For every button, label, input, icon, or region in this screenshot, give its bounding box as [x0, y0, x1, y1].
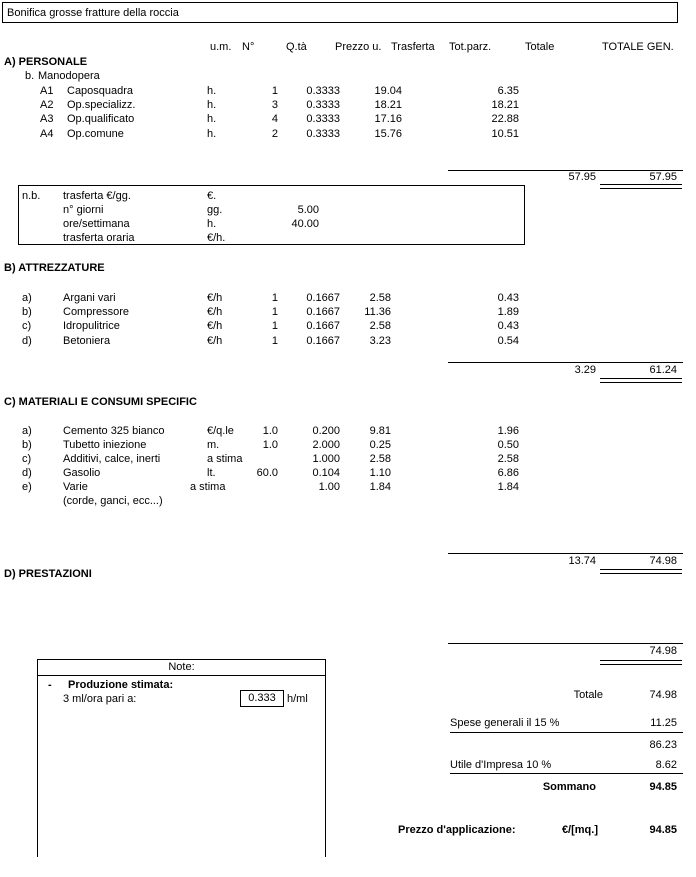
cell-qta: 0.1667 [306, 292, 340, 304]
nb-box [18, 185, 525, 245]
cell-qta: 0.3333 [306, 85, 340, 97]
section-a-header: A) PERSONALE [4, 56, 88, 68]
double-rule [600, 184, 682, 189]
summary-subtotal-row [0, 739, 696, 753]
cell-code: c) [22, 320, 32, 332]
column-header-row [0, 41, 696, 55]
section-c-totale-gen: 74.98 [649, 555, 677, 567]
nb-label: n.b. [22, 190, 41, 202]
summary-totale-row [0, 689, 696, 703]
table-row [0, 113, 696, 127]
cell-um: h. [207, 85, 217, 97]
cell-name: Op.specializz. [67, 99, 136, 111]
applied-price-label: Prezzo d'applicazione: [398, 824, 516, 836]
section-a-totale: 57.95 [568, 171, 596, 183]
cell-name: Cemento 325 bianco [63, 425, 165, 437]
spese-value: 11.25 [650, 717, 677, 729]
table-row [0, 99, 696, 113]
cell-n: 60.0 [256, 467, 278, 479]
nb-item-um: h. [207, 218, 217, 230]
cell-prezzo: 1.10 [369, 467, 391, 479]
note-line1: Produzione stimata: [68, 679, 174, 691]
table-row [0, 292, 696, 306]
subheader-code: b. [25, 70, 35, 82]
cell-totparz: 22.88 [491, 113, 519, 125]
cell-totparz: 1.84 [497, 481, 519, 493]
cell-n: 4 [271, 113, 278, 125]
cell-qta: 0.3333 [306, 99, 340, 111]
nb-item-name: trasferta oraria [63, 232, 135, 244]
cell-prezzo: 15.76 [374, 128, 402, 140]
section-c-total-row [0, 555, 696, 569]
cell-n: 1.0 [262, 425, 278, 437]
table-row [0, 320, 696, 334]
cell-name: Caposquadra [67, 85, 134, 97]
section-a-totale-gen: 57.95 [649, 171, 677, 183]
cell-um: lt. [207, 467, 216, 479]
table-row [0, 453, 696, 467]
col-header-um: u.m. [210, 41, 232, 53]
cell-name: Idropulitrice [63, 320, 120, 332]
section-c-header: C) MATERIALI E CONSUMI SPECIFIC [4, 396, 197, 408]
cell-n: 3 [271, 99, 278, 111]
section-a-total-row [0, 171, 696, 185]
cell-name: Additivi, calce, inerti [63, 453, 161, 465]
cell-prezzo: 0.25 [369, 439, 391, 451]
nb-row [19, 232, 524, 246]
table-row [0, 481, 696, 495]
note-bullet: - [48, 679, 52, 691]
cell-prezzo: 1.84 [369, 481, 391, 493]
cell-qta: 0.1667 [306, 306, 340, 318]
col-header-totgen: TOTALE GEN. [602, 41, 674, 53]
col-header-totparz: Tot.parz. [449, 41, 492, 53]
col-header-trasferta: Trasferta [391, 41, 435, 53]
col-header-n: N° [242, 41, 255, 53]
cell-qta: 1.00 [318, 481, 340, 493]
subtotal-value: 86.23 [649, 739, 677, 751]
cell-name: Gasolio [63, 467, 101, 479]
col-header-prezzo: Prezzo u. [335, 41, 382, 53]
cell-um: h. [207, 99, 217, 111]
cell-code: d) [22, 467, 32, 479]
cell-prezzo: 3.23 [369, 335, 391, 347]
nb-item-um: €/h. [207, 232, 226, 244]
double-rule [600, 569, 682, 574]
table-row [0, 425, 696, 439]
table-row [0, 335, 696, 349]
applied-price-value: 94.85 [649, 824, 677, 836]
cell-um: m. [207, 439, 220, 451]
cell-n: 1 [271, 306, 278, 318]
cell-qta: 2.000 [312, 439, 340, 451]
spese-label: Spese generali il 15 % [450, 717, 560, 729]
summary-rule [450, 773, 683, 774]
subheader-label: Manodopera [38, 70, 100, 82]
cell-code: b) [22, 439, 32, 451]
cell-code: A1 [40, 85, 54, 97]
section-b-total-row [0, 364, 696, 378]
cell-code: c) [22, 453, 32, 465]
utile-label: Utile d'Impresa 10 % [450, 759, 552, 771]
production-rate-value: 0.333 [248, 692, 276, 704]
subtotal-rule [448, 362, 683, 363]
cell-name: Betoniera [63, 335, 111, 347]
cell-qta: 0.1667 [306, 320, 340, 332]
section-b-header: B) ATTREZZATURE [4, 262, 105, 274]
cell-prezzo: 19.04 [374, 85, 402, 97]
sommano-value: 94.85 [649, 781, 677, 793]
utile-value: 8.62 [655, 759, 677, 771]
section-d-totale-gen: 74.98 [649, 645, 677, 657]
cell-name: Compressore [63, 306, 130, 318]
cell-prezzo: 9.81 [369, 425, 391, 437]
double-rule [600, 378, 682, 383]
cell-prezzo: 17.16 [374, 113, 402, 125]
cell-um: a stima [207, 453, 243, 465]
cell-prezzo: 2.58 [369, 453, 391, 465]
cell-totparz: 0.43 [497, 320, 519, 332]
title-cell[interactable] [2, 2, 678, 23]
cell-note: (corde, ganci, ecc...) [63, 495, 163, 507]
nb-row [19, 190, 524, 204]
cell-code: a) [22, 292, 32, 304]
cell-code: a) [22, 425, 32, 437]
cell-um: €/h [207, 306, 223, 318]
summary-totale-value: 74.98 [649, 689, 677, 701]
table-row-note [0, 495, 696, 509]
summary-totale-label: Totale [573, 689, 603, 701]
cell-totparz: 10.51 [491, 128, 519, 140]
cell-code: d) [22, 335, 32, 347]
note-line2: 3 ml/ora pari a: [63, 693, 137, 705]
cell-totparz: 6.86 [497, 467, 519, 479]
sheet-title: Bonifica grosse fratture della roccia [7, 7, 179, 19]
cell-n: 1 [271, 85, 278, 97]
nb-row [19, 204, 524, 218]
cell-code: e) [22, 481, 32, 493]
cell-n: 1 [271, 292, 278, 304]
table-row [0, 439, 696, 453]
cell-qta: 0.3333 [306, 113, 340, 125]
cell-qta: 0.104 [312, 467, 340, 479]
cell-name: Op.qualificato [67, 113, 135, 125]
cell-totparz: 1.89 [497, 306, 519, 318]
nb-row [19, 218, 524, 232]
cell-qta: 0.200 [312, 425, 340, 437]
cell-totparz: 1.96 [497, 425, 519, 437]
col-header-qta: Q.tà [286, 41, 307, 53]
cell-um: €/h [207, 320, 223, 332]
double-rule [600, 660, 682, 665]
subtotal-rule [448, 643, 683, 644]
cell-name: Op.comune [67, 128, 124, 140]
nb-item-um: gg. [207, 204, 223, 216]
subtotal-rule [448, 553, 683, 554]
summary-rule [450, 732, 683, 733]
cell-totparz: 2.58 [497, 453, 519, 465]
cell-um: h. [207, 113, 217, 125]
section-b-totale-gen: 61.24 [649, 364, 677, 376]
nb-item-value: 40.00 [291, 218, 319, 230]
cell-um: a stima [190, 481, 226, 493]
cell-name: Tubetto iniezione [63, 439, 147, 451]
cell-totparz: 6.35 [497, 85, 519, 97]
cell-prezzo: 2.58 [369, 292, 391, 304]
table-row [0, 85, 696, 99]
cell-totparz: 18.21 [491, 99, 519, 111]
cell-name: Varie [63, 481, 88, 493]
nb-item-um: €. [207, 190, 217, 202]
applied-price-unit: €/[mq.] [561, 824, 598, 836]
section-b-totale: 3.29 [574, 364, 596, 376]
cell-prezzo: 18.21 [374, 99, 402, 111]
cell-code: A2 [40, 99, 54, 111]
section-d-total-row [0, 645, 696, 659]
cell-code: A4 [40, 128, 54, 140]
cell-prezzo: 11.36 [364, 306, 391, 318]
cell-um: €/h [207, 292, 223, 304]
cell-code: b) [22, 306, 32, 318]
cell-um: €/h [207, 335, 223, 347]
nb-item-name: trasferta €/gg. [63, 190, 131, 202]
cell-qta: 0.3333 [306, 128, 340, 140]
col-header-totale: Totale [525, 41, 555, 53]
nb-item-name: ore/settimana [63, 218, 130, 230]
cell-qta: 0.1667 [306, 335, 340, 347]
section-c-totale: 13.74 [568, 555, 596, 567]
cell-prezzo: 2.58 [369, 320, 391, 332]
cell-code: A3 [40, 113, 54, 125]
cell-n: 1.0 [262, 439, 278, 451]
cell-qta: 1.000 [312, 453, 340, 465]
cell-totparz: 0.43 [497, 292, 519, 304]
summary-sommano-row [0, 781, 696, 795]
cell-um: h. [207, 128, 217, 140]
cell-um: €/q.le [207, 425, 234, 437]
cell-name: Argani vari [63, 292, 116, 304]
cell-n: 1 [271, 320, 278, 332]
note-unit: h/ml [287, 693, 308, 705]
table-row [0, 467, 696, 481]
cell-n: 1 [271, 335, 278, 347]
sommano-label: Sommano [542, 781, 596, 793]
applied-price-row [0, 824, 696, 838]
table-row [0, 306, 696, 320]
section-d-header: D) PRESTAZIONI [4, 568, 92, 580]
nb-item-name: n° giorni [63, 204, 104, 216]
note-box-header: Note: [38, 660, 325, 676]
cell-totparz: 0.50 [497, 439, 519, 451]
cell-n: 2 [271, 128, 278, 140]
section-a-subheader [0, 70, 696, 84]
summary-spese-row [0, 717, 696, 731]
table-row [0, 128, 696, 142]
nb-item-value: 5.00 [297, 204, 319, 216]
summary-utile-row [0, 759, 696, 773]
cell-totparz: 0.54 [497, 335, 519, 347]
